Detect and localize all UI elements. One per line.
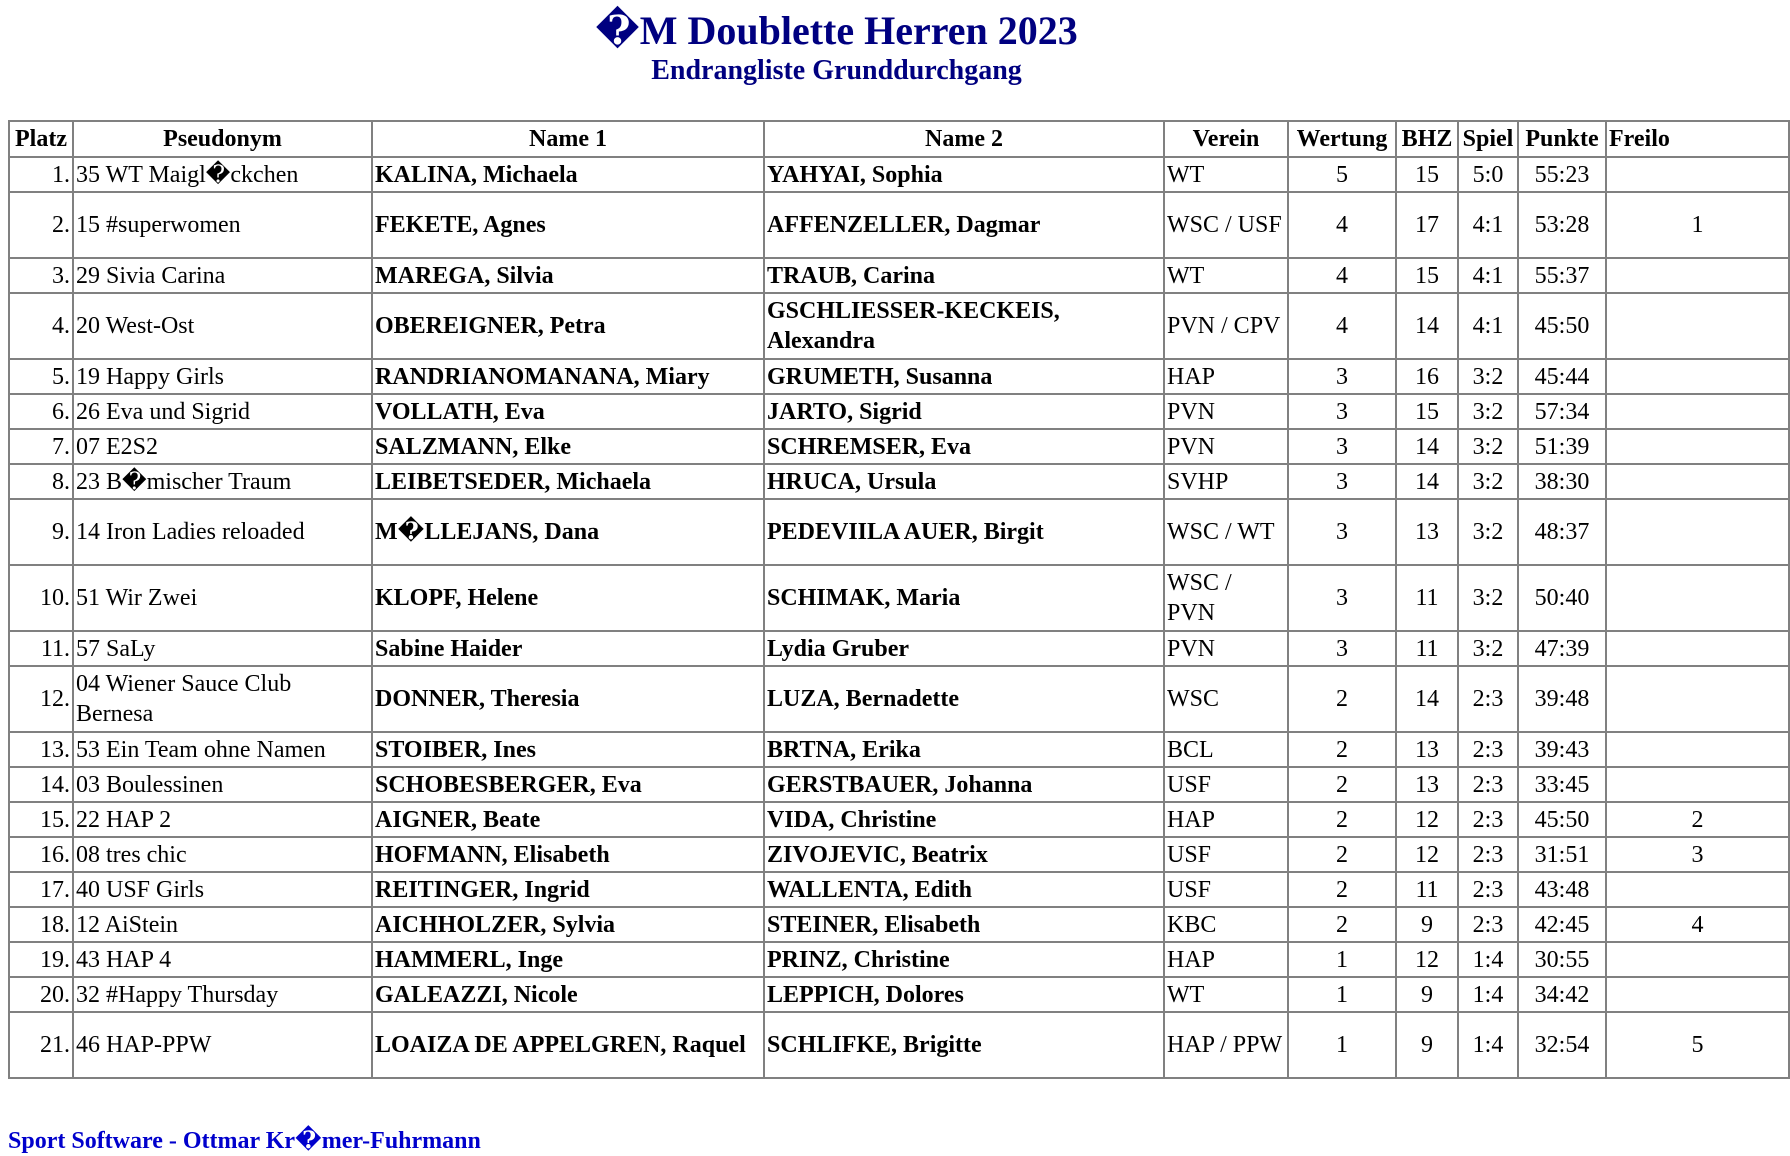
table-row xyxy=(9,293,1789,359)
cell-name1: LOAIZA DE APPELGREN, Raquel xyxy=(372,1012,764,1078)
ranking-table xyxy=(8,120,1790,1079)
cell-name2: PEDEVIILA AUER, Birgit xyxy=(764,499,1164,565)
table-row xyxy=(9,429,1789,464)
cell-freilos xyxy=(1606,499,1789,565)
cell-bhz: 9 xyxy=(1396,907,1458,942)
cell-freilos xyxy=(1606,394,1789,429)
cell-freilos xyxy=(1606,631,1789,666)
cell-name1: SALZMANN, Elke xyxy=(372,429,764,464)
column-header-name1: Name 1 xyxy=(372,121,764,157)
cell-punkte: 48:37 xyxy=(1518,499,1606,565)
cell-freilos xyxy=(1606,258,1789,293)
column-header-pseudonym: Pseudonym xyxy=(73,121,372,157)
cell-name1: DONNER, Theresia xyxy=(372,666,764,732)
cell-verein: WT xyxy=(1164,258,1288,293)
cell-pseudonym: 32 #Happy Thursday xyxy=(73,977,372,1012)
column-header-name2: Name 2 xyxy=(764,121,1164,157)
cell-platz: 9. xyxy=(9,499,73,565)
cell-bhz: 15 xyxy=(1396,258,1458,293)
cell-freilos xyxy=(1606,732,1789,767)
cell-spiel: 2:3 xyxy=(1458,802,1518,837)
cell-name2: PRINZ, Christine xyxy=(764,942,1164,977)
cell-verein: WSC / WT xyxy=(1164,499,1288,565)
cell-wertung: 4 xyxy=(1288,192,1396,258)
cell-pseudonym: 14 Iron Ladies reloaded xyxy=(73,499,372,565)
cell-wertung: 2 xyxy=(1288,907,1396,942)
cell-bhz: 11 xyxy=(1396,631,1458,666)
cell-punkte: 55:23 xyxy=(1518,157,1606,192)
cell-name1: MAREGA, Silvia xyxy=(372,258,764,293)
cell-name1: SCHOBESBERGER, Eva xyxy=(372,767,764,802)
cell-name2: VIDA, Christine xyxy=(764,802,1164,837)
cell-verein: HAP xyxy=(1164,359,1288,394)
cell-spiel: 1:4 xyxy=(1458,1012,1518,1078)
cell-bhz: 12 xyxy=(1396,942,1458,977)
table-row xyxy=(9,837,1789,872)
cell-wertung: 2 xyxy=(1288,732,1396,767)
cell-platz: 7. xyxy=(9,429,73,464)
cell-spiel: 3:2 xyxy=(1458,565,1518,631)
cell-verein: USF xyxy=(1164,767,1288,802)
cell-punkte: 45:50 xyxy=(1518,293,1606,359)
table-row xyxy=(9,942,1789,977)
cell-wertung: 1 xyxy=(1288,977,1396,1012)
cell-verein: WSC xyxy=(1164,666,1288,732)
cell-bhz: 13 xyxy=(1396,732,1458,767)
cell-bhz: 11 xyxy=(1396,565,1458,631)
table-row xyxy=(9,977,1789,1012)
cell-pseudonym: 43 HAP 4 xyxy=(73,942,372,977)
table-row xyxy=(9,802,1789,837)
cell-punkte: 34:42 xyxy=(1518,977,1606,1012)
cell-punkte: 50:40 xyxy=(1518,565,1606,631)
cell-wertung: 1 xyxy=(1288,942,1396,977)
cell-punkte: 32:54 xyxy=(1518,1012,1606,1078)
cell-pseudonym: 51 Wir Zwei xyxy=(73,565,372,631)
table-row xyxy=(9,767,1789,802)
ranking-table-container xyxy=(8,120,1704,1079)
cell-name1: GALEAZZI, Nicole xyxy=(372,977,764,1012)
cell-verein: PVN xyxy=(1164,631,1288,666)
cell-spiel: 2:3 xyxy=(1458,666,1518,732)
table-row xyxy=(9,499,1789,565)
cell-wertung: 1 xyxy=(1288,1012,1396,1078)
cell-freilos: 5 xyxy=(1606,1012,1789,1078)
cell-wertung: 3 xyxy=(1288,631,1396,666)
table-row xyxy=(9,872,1789,907)
cell-name1: LEIBETSEDER, Michaela xyxy=(372,464,764,499)
cell-freilos xyxy=(1606,872,1789,907)
cell-platz: 14. xyxy=(9,767,73,802)
cell-name1: KLOPF, Helene xyxy=(372,565,764,631)
cell-freilos xyxy=(1606,157,1789,192)
column-header-platz: Platz xyxy=(9,121,73,157)
page-subtitle: Endrangliste Grunddurchgang xyxy=(651,55,1022,86)
cell-freilos xyxy=(1606,293,1789,359)
cell-name1: FEKETE, Agnes xyxy=(372,192,764,258)
cell-spiel: 5:0 xyxy=(1458,157,1518,192)
cell-pseudonym: 04 Wiener Sauce Club Bernesa xyxy=(73,666,372,732)
cell-wertung: 4 xyxy=(1288,293,1396,359)
cell-platz: 20. xyxy=(9,977,73,1012)
cell-spiel: 3:2 xyxy=(1458,464,1518,499)
cell-name2: SCHREMSER, Eva xyxy=(764,429,1164,464)
cell-punkte: 53:28 xyxy=(1518,192,1606,258)
cell-platz: 3. xyxy=(9,258,73,293)
cell-name2: GERSTBAUER, Johanna xyxy=(764,767,1164,802)
cell-spiel: 4:1 xyxy=(1458,293,1518,359)
cell-name2: GRUMETH, Susanna xyxy=(764,359,1164,394)
cell-verein: KBC xyxy=(1164,907,1288,942)
cell-bhz: 14 xyxy=(1396,429,1458,464)
table-row xyxy=(9,1012,1789,1078)
cell-punkte: 45:44 xyxy=(1518,359,1606,394)
cell-punkte: 43:48 xyxy=(1518,872,1606,907)
footer-link[interactable]: Sport Software - Ottmar Kr�mer-Fuhrmann xyxy=(8,1128,481,1154)
cell-freilos xyxy=(1606,942,1789,977)
cell-spiel: 2:3 xyxy=(1458,837,1518,872)
cell-name1: M�LLEJANS, Dana xyxy=(372,499,764,565)
column-header-freilos: Freilo xyxy=(1606,121,1789,157)
table-header-row xyxy=(9,121,1789,157)
cell-freilos: 2 xyxy=(1606,802,1789,837)
cell-wertung: 3 xyxy=(1288,429,1396,464)
cell-name1: REITINGER, Ingrid xyxy=(372,872,764,907)
cell-pseudonym: 29 Sivia Carina xyxy=(73,258,372,293)
cell-name2: LEPPICH, Dolores xyxy=(764,977,1164,1012)
cell-verein: HAP xyxy=(1164,942,1288,977)
cell-freilos xyxy=(1606,977,1789,1012)
cell-punkte: 57:34 xyxy=(1518,394,1606,429)
cell-punkte: 45:50 xyxy=(1518,802,1606,837)
table-row xyxy=(9,732,1789,767)
table-row xyxy=(9,192,1789,258)
cell-platz: 18. xyxy=(9,907,73,942)
cell-verein: USF xyxy=(1164,872,1288,907)
cell-platz: 11. xyxy=(9,631,73,666)
cell-spiel: 2:3 xyxy=(1458,732,1518,767)
cell-spiel: 1:4 xyxy=(1458,977,1518,1012)
cell-punkte: 55:37 xyxy=(1518,258,1606,293)
cell-name1: STOIBER, Ines xyxy=(372,732,764,767)
cell-freilos xyxy=(1606,359,1789,394)
cell-platz: 4. xyxy=(9,293,73,359)
cell-name2: ZIVOJEVIC, Beatrix xyxy=(764,837,1164,872)
cell-verein: SVHP xyxy=(1164,464,1288,499)
cell-verein: WT xyxy=(1164,157,1288,192)
cell-wertung: 3 xyxy=(1288,464,1396,499)
cell-punkte: 42:45 xyxy=(1518,907,1606,942)
cell-platz: 17. xyxy=(9,872,73,907)
cell-punkte: 38:30 xyxy=(1518,464,1606,499)
cell-pseudonym: 53 Ein Team ohne Namen xyxy=(73,732,372,767)
cell-name1: HOFMANN, Elisabeth xyxy=(372,837,764,872)
cell-pseudonym: 40 USF Girls xyxy=(73,872,372,907)
cell-name1: OBEREIGNER, Petra xyxy=(372,293,764,359)
cell-platz: 15. xyxy=(9,802,73,837)
cell-bhz: 13 xyxy=(1396,499,1458,565)
table-row xyxy=(9,359,1789,394)
cell-name2: LUZA, Bernadette xyxy=(764,666,1164,732)
cell-pseudonym: 46 HAP-PPW xyxy=(73,1012,372,1078)
cell-verein: BCL xyxy=(1164,732,1288,767)
cell-pseudonym: 19 Happy Girls xyxy=(73,359,372,394)
cell-spiel: 2:3 xyxy=(1458,872,1518,907)
cell-bhz: 16 xyxy=(1396,359,1458,394)
cell-wertung: 3 xyxy=(1288,394,1396,429)
cell-freilos: 4 xyxy=(1606,907,1789,942)
cell-wertung: 2 xyxy=(1288,767,1396,802)
cell-bhz: 9 xyxy=(1396,1012,1458,1078)
table-row xyxy=(9,631,1789,666)
cell-freilos xyxy=(1606,666,1789,732)
cell-bhz: 14 xyxy=(1396,666,1458,732)
cell-bhz: 14 xyxy=(1396,464,1458,499)
cell-name2: WALLENTA, Edith xyxy=(764,872,1164,907)
cell-pseudonym: 08 tres chic xyxy=(73,837,372,872)
cell-platz: 6. xyxy=(9,394,73,429)
cell-wertung: 2 xyxy=(1288,666,1396,732)
cell-wertung: 5 xyxy=(1288,157,1396,192)
cell-freilos xyxy=(1606,767,1789,802)
column-header-punkte: Punkte xyxy=(1518,121,1606,157)
table-row xyxy=(9,394,1789,429)
cell-spiel: 4:1 xyxy=(1458,192,1518,258)
cell-name2: TRAUB, Carina xyxy=(764,258,1164,293)
cell-name1: KALINA, Michaela xyxy=(372,157,764,192)
cell-verein: WSC / USF xyxy=(1164,192,1288,258)
table-row xyxy=(9,907,1789,942)
cell-bhz: 14 xyxy=(1396,293,1458,359)
cell-verein: PVN xyxy=(1164,429,1288,464)
cell-name2: HRUCA, Ursula xyxy=(764,464,1164,499)
cell-wertung: 2 xyxy=(1288,872,1396,907)
cell-spiel: 3:2 xyxy=(1458,429,1518,464)
cell-freilos: 3 xyxy=(1606,837,1789,872)
cell-name2: SCHIMAK, Maria xyxy=(764,565,1164,631)
cell-spiel: 3:2 xyxy=(1458,499,1518,565)
cell-platz: 12. xyxy=(9,666,73,732)
cell-name2: JARTO, Sigrid xyxy=(764,394,1164,429)
column-header-wertung: Wertung xyxy=(1288,121,1396,157)
cell-spiel: 4:1 xyxy=(1458,258,1518,293)
table-row xyxy=(9,258,1789,293)
cell-name1: VOLLATH, Eva xyxy=(372,394,764,429)
cell-verein: HAP xyxy=(1164,802,1288,837)
cell-pseudonym: 57 SaLy xyxy=(73,631,372,666)
cell-punkte: 47:39 xyxy=(1518,631,1606,666)
cell-platz: 16. xyxy=(9,837,73,872)
cell-name2: GSCHLIESSER-KECKEIS, Alexandra xyxy=(764,293,1164,359)
cell-wertung: 3 xyxy=(1288,565,1396,631)
cell-bhz: 15 xyxy=(1396,394,1458,429)
cell-pseudonym: 20 West-Ost xyxy=(73,293,372,359)
table-body xyxy=(9,157,1789,1078)
cell-pseudonym: 23 B�mischer Traum xyxy=(73,464,372,499)
column-header-spiel: Spiel xyxy=(1458,121,1518,157)
cell-spiel: 2:3 xyxy=(1458,767,1518,802)
cell-verein: HAP / PPW xyxy=(1164,1012,1288,1078)
cell-bhz: 12 xyxy=(1396,802,1458,837)
cell-spiel: 2:3 xyxy=(1458,907,1518,942)
cell-verein: PVN xyxy=(1164,394,1288,429)
cell-punkte: 30:55 xyxy=(1518,942,1606,977)
cell-pseudonym: 07 E2S2 xyxy=(73,429,372,464)
cell-bhz: 9 xyxy=(1396,977,1458,1012)
cell-verein: PVN / CPV xyxy=(1164,293,1288,359)
cell-spiel: 3:2 xyxy=(1458,359,1518,394)
cell-spiel: 3:2 xyxy=(1458,394,1518,429)
cell-punkte: 51:39 xyxy=(1518,429,1606,464)
cell-pseudonym: 12 AiStein xyxy=(73,907,372,942)
cell-wertung: 3 xyxy=(1288,499,1396,565)
cell-verein: USF xyxy=(1164,837,1288,872)
cell-freilos xyxy=(1606,565,1789,631)
cell-bhz: 15 xyxy=(1396,157,1458,192)
cell-spiel: 1:4 xyxy=(1458,942,1518,977)
cell-bhz: 11 xyxy=(1396,872,1458,907)
cell-name2: STEINER, Elisabeth xyxy=(764,907,1164,942)
cell-platz: 2. xyxy=(9,192,73,258)
cell-platz: 8. xyxy=(9,464,73,499)
cell-name1: AIGNER, Beate xyxy=(372,802,764,837)
cell-wertung: 2 xyxy=(1288,837,1396,872)
table-row xyxy=(9,464,1789,499)
cell-platz: 13. xyxy=(9,732,73,767)
cell-spiel: 3:2 xyxy=(1458,631,1518,666)
cell-freilos xyxy=(1606,464,1789,499)
cell-name1: HAMMERL, Inge xyxy=(372,942,764,977)
cell-platz: 21. xyxy=(9,1012,73,1078)
cell-name2: YAHYAI, Sophia xyxy=(764,157,1164,192)
cell-wertung: 4 xyxy=(1288,258,1396,293)
cell-punkte: 31:51 xyxy=(1518,837,1606,872)
cell-name1: RANDRIANOMANANA, Miary xyxy=(372,359,764,394)
cell-platz: 1. xyxy=(9,157,73,192)
cell-name2: BRTNA, Erika xyxy=(764,732,1164,767)
column-header-verein: Verein xyxy=(1164,121,1288,157)
cell-pseudonym: 15 #superwomen xyxy=(73,192,372,258)
cell-bhz: 13 xyxy=(1396,767,1458,802)
cell-punkte: 39:43 xyxy=(1518,732,1606,767)
cell-punkte: 33:45 xyxy=(1518,767,1606,802)
cell-pseudonym: 22 HAP 2 xyxy=(73,802,372,837)
cell-wertung: 2 xyxy=(1288,802,1396,837)
cell-verein: WT xyxy=(1164,977,1288,1012)
cell-name2: AFFENZELLER, Dagmar xyxy=(764,192,1164,258)
cell-verein: WSC / PVN xyxy=(1164,565,1288,631)
cell-pseudonym: 26 Eva und Sigrid xyxy=(73,394,372,429)
cell-name1: Sabine Haider xyxy=(372,631,764,666)
cell-platz: 5. xyxy=(9,359,73,394)
cell-bhz: 12 xyxy=(1396,837,1458,872)
cell-freilos xyxy=(1606,429,1789,464)
table-row xyxy=(9,666,1789,732)
cell-pseudonym: 35 WT Maigl�ckchen xyxy=(73,157,372,192)
cell-pseudonym: 03 Boulessinen xyxy=(73,767,372,802)
cell-name2: Lydia Gruber xyxy=(764,631,1164,666)
table-row xyxy=(9,565,1789,631)
cell-wertung: 3 xyxy=(1288,359,1396,394)
cell-platz: 19. xyxy=(9,942,73,977)
page-title: �M Doublette Herren 2023 xyxy=(595,8,1078,53)
cell-punkte: 39:48 xyxy=(1518,666,1606,732)
column-header-bhz: BHZ xyxy=(1396,121,1458,157)
cell-bhz: 17 xyxy=(1396,192,1458,258)
cell-name1: AICHHOLZER, Sylvia xyxy=(372,907,764,942)
cell-freilos: 1 xyxy=(1606,192,1789,258)
cell-platz: 10. xyxy=(9,565,73,631)
table-row xyxy=(9,157,1789,192)
cell-name2: SCHLIFKE, Brigitte xyxy=(764,1012,1164,1078)
